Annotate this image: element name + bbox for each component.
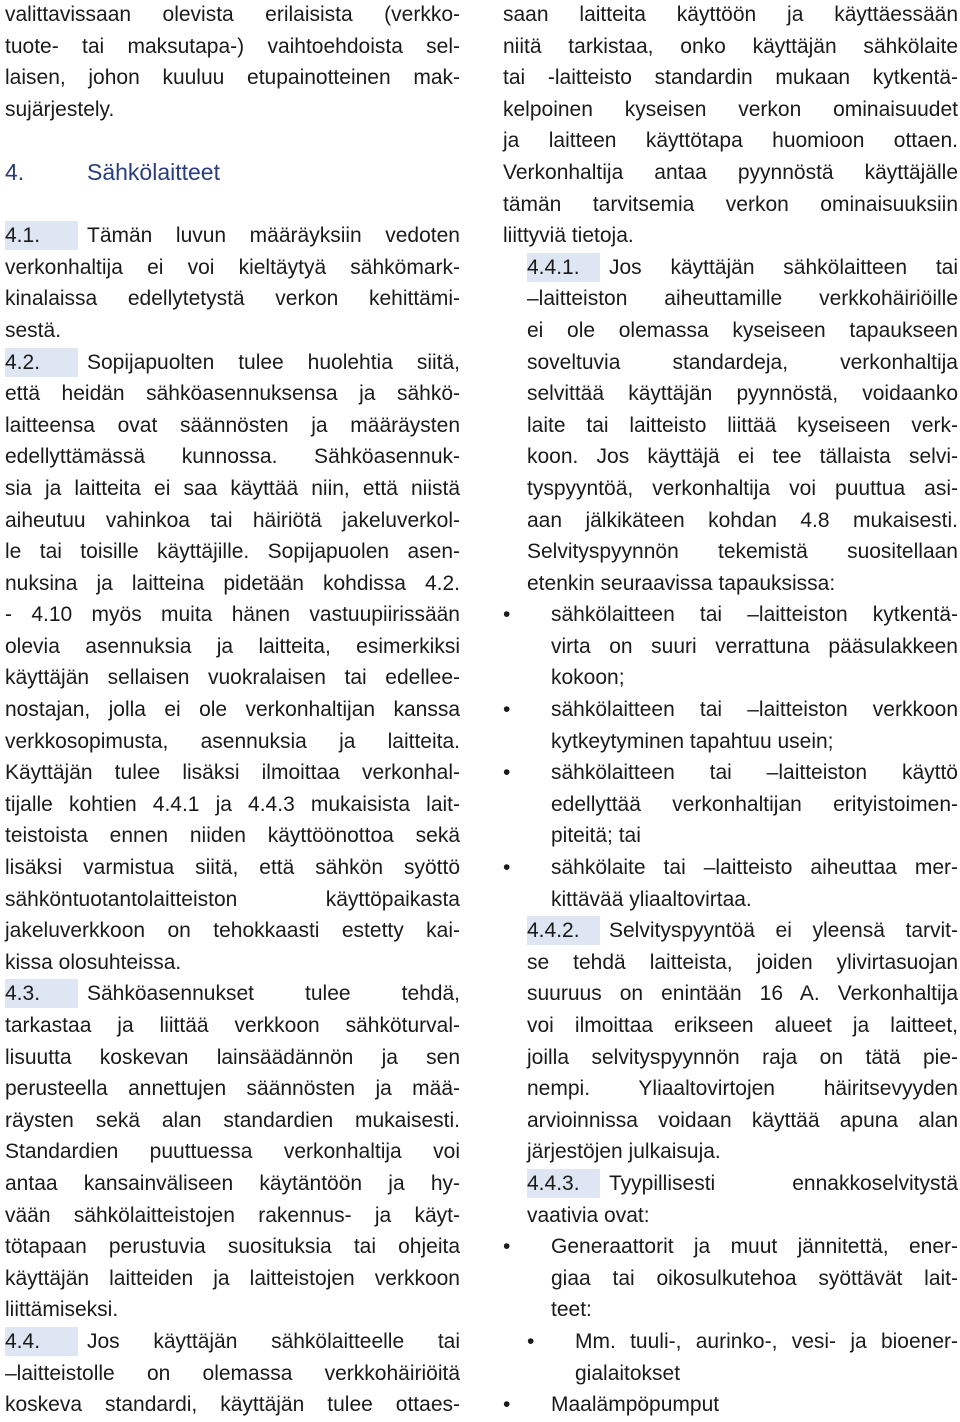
line-text: tai -laitteisto standardin mukaan kytkentä- [503,66,958,90]
left-text-column [5,0,460,1422]
line-text: tarkastaa ja liittää verkkoon sähköturval- [5,1014,460,1037]
line-text: sestä. [5,318,62,342]
line-text: Verkonhaltija antaa pyynnöstä käyttäjälle [503,160,958,184]
text-line [503,190,958,222]
section-number: 4.4.2. [527,916,600,945]
line-text: olevia asennuksia ja laitteita, esimerkiksi [5,634,460,658]
line-text: tuote- tai maksutapa-) vaihtoehdoista sel- [5,34,460,58]
line-text: –laitteiston aiheuttamille verkkohäiriöille [527,287,958,311]
text-line [503,948,958,980]
section-number: 4.4.1. [527,253,600,282]
text-line [5,95,460,127]
text-line [5,1390,460,1422]
line-text: aan jälkikäteen kohdan 4.8 mukaisesti. [527,508,958,532]
line-text: sujärjestely. [5,97,115,121]
text-line [5,790,460,822]
line-text: laite tai laitteisto liittää kyseiseen verk- [527,413,958,437]
text-line [5,379,460,411]
line-text: kokoon; [551,666,625,690]
line-text: liittyviä tietoja. [503,224,634,248]
line-text: valittavissaan olevista erilaisista (verkko- [5,3,460,26]
line-text: niitä tarkistaa, onko käyttäjän sähkölaite [503,34,958,58]
line-text: selvittää käyttäjän pyynnöstä, voidaanko [527,382,958,406]
text-line [5,663,460,695]
line-text: kittävää yliaaltovirtaa. [551,887,752,911]
line-text: teistoista ennen niiden käyttöönottoa sekä [5,824,460,848]
text-line [503,126,958,158]
text-line [503,284,958,316]
line-text: järjestöjen julkaisuja. [527,1140,721,1164]
line-text: räysten sekä alan standardien mukaisesti. [5,1108,460,1132]
text-line [5,916,460,948]
line-text: aiheutuu vahinkoa tai häiriötä jakeluverkol- [5,508,460,532]
line-text: giaa tai oikosulkutehoa syöttävät lait- [551,1266,958,1290]
line-text: nuksina ja laitteina pidetään kohdissa 4.2. [5,571,460,595]
line-text: edellyttää verkonhaltijan erityistoimen- [551,792,958,816]
bullet-list-item [503,1327,958,1359]
text-line [5,32,460,64]
bullet-list-item [503,1232,958,1264]
text-line [503,0,958,32]
line-text: Tämän luvun määräyksiin vedoten [87,224,460,248]
text-line [5,1264,460,1296]
line-text: tijalle kohtien 4.4.1 ja 4.4.3 mukaisista lait- [5,792,460,816]
line-text: sähköntuotantolaitteiston käyttöpaikasta [5,887,460,911]
text-line [5,695,460,727]
line-text: verkonhaltija ei voi kieltäytyä sähkömark- [5,255,460,279]
text-line [503,1295,958,1327]
line-text: että heidän sähköasennuksensa ja sähkö- [5,382,460,406]
text-line [5,1201,460,1233]
text-line [5,885,460,917]
bullet-list-item [503,695,958,727]
text-line [503,158,958,190]
line-text: joilla selvityspyynnön raja on tätä pie- [527,1045,958,1069]
text-line [503,221,958,253]
text-line [503,1106,958,1138]
text-line [503,885,958,917]
numbered-paragraph-line [5,221,460,253]
text-line [5,758,460,790]
line-text: kissa olosuhteissa. [5,950,182,974]
text-line [503,790,958,822]
line-text: suuruus on enintään 16 A. Verkonhaltija [527,982,958,1006]
text-line [5,948,460,980]
line-text: Sähköasennukset tulee tehdä, [87,982,460,1006]
line-text: antaa kansainväliseen käytäntöön ja hy- [5,1171,460,1195]
line-text: Selvityspyynnön tekemistä suositellaan [527,540,958,564]
line-text: verkkosopimusta, asennuksia ja laitteita. [5,729,460,753]
text-line [503,979,958,1011]
line-text: koon. Jos käyttäjä ei tee tällaista selvi- [527,445,958,469]
line-text: laitteensa ovat säännösten ja määräysten [5,413,460,437]
text-line [5,727,460,759]
line-text: sähkölaitteen tai –laitteiston verkkoon [551,698,958,722]
line-text: ei ole olemassa kyseiseen tapaukseen [527,318,958,342]
line-text: Generaattorit ja muut jännitettä, ener- [551,1235,958,1259]
text-line [5,1011,460,1043]
text-line [503,1043,958,1075]
text-line [503,821,958,853]
text-line [503,474,958,506]
text-line [5,600,460,632]
text-line [5,632,460,664]
text-line [5,1074,460,1106]
text-line [503,1264,958,1296]
text-line [503,95,958,127]
text-line [5,126,460,158]
line-text: kinalaissa edellytetystä verkon kehittämi- [5,287,460,311]
section-heading [5,158,460,190]
section-number: 4.4.3. [527,1169,600,1198]
line-text: virta on suuri verrattuna pääsulakkeen [551,634,958,658]
text-line [503,1011,958,1043]
text-line [5,569,460,601]
line-text: Jos käyttäjän sähkölaitteelle tai [87,1329,460,1353]
text-line [503,1074,958,1106]
text-line [5,1043,460,1075]
line-text: etenkin seuraavissa tapauksissa: [527,571,836,595]
numbered-paragraph-line [5,348,460,380]
text-line [503,569,958,601]
line-text: liittämiseksi. [5,1298,119,1322]
text-line [5,853,460,885]
line-text: Standardien puuttuessa verkonhaltija voi [5,1140,460,1164]
line-text: sähkölaite tai –laitteisto aiheuttaa mer- [551,856,958,880]
line-text: lisuutta koskevan lainsäädännön ja sen [5,1045,460,1069]
text-line [503,442,958,474]
section-heading-number: 4. [5,158,25,185]
text-line [5,506,460,538]
line-text: ja laitteen käyttötapa huomioon ottaen. [503,129,958,153]
line-text: vään sähkölaitteistojen rakennus- ja käyt- [5,1203,460,1227]
line-text: voi ilmoittaa erikseen alueet ja laitteet, [527,1014,958,1037]
line-text: nempi. Yliaaltovirtojen häiritsevyyden [527,1077,958,1101]
line-text: kytkeytyminen tapahtuu usein; [551,729,834,753]
line-text: vaativia ovat: [527,1203,650,1227]
text-line [5,0,460,32]
numbered-paragraph-line [5,1327,460,1359]
line-text: tyspyyntöä, verkonhaltija voi puuttua asi- [527,476,958,500]
text-line [503,506,958,538]
line-text: käyttäjän sellaisen vuokralaisen tai edellee- [5,666,460,690]
line-text: Tyypillisesti ennakkoselvitystä [609,1171,958,1195]
line-text: edellyttämässä kunnossa. Sähköasennuk- [5,445,460,469]
line-text: nostajan, jolla ei ole verkonhaltijan kanssa [5,698,460,722]
bullet-list-item [503,600,958,632]
text-line [503,348,958,380]
line-text: se tehdä laitteista, joiden ylivirtasuojan [527,950,958,974]
text-line [503,663,958,695]
bullet-list-item [503,758,958,790]
bullet-list-item [503,853,958,885]
text-line [503,632,958,664]
section-number: 4.2. [5,348,78,377]
text-line [5,537,460,569]
numbered-paragraph-line [503,1169,958,1201]
line-text: Mm. tuuli-, aurinko-, vesi- ja bioener- [575,1329,958,1353]
line-text: piteitä; tai [551,824,641,848]
section-heading-text: Sähkölaitteet [87,158,220,185]
line-text: laisen, johon kuuluu etupainotteinen mak- [5,66,460,90]
line-text: sähkölaitteen tai –laitteiston kytkentä- [551,603,958,627]
text-line [5,411,460,443]
section-number: 4.4. [5,1327,78,1356]
line-text: sähkölaitteen tai –laitteiston käyttö [551,761,958,785]
text-line [503,32,958,64]
text-line [5,190,460,222]
line-text: jakeluverkkoon on tehokkaasti estetty kai- [5,919,460,943]
text-line [503,316,958,348]
text-line [503,537,958,569]
line-text: Sopijapuolten tulee huolehtia siitä, [87,350,460,374]
text-line [5,1106,460,1138]
line-text: Käyttäjän tulee lisäksi ilmoittaa verkonhal- [5,761,460,785]
text-line [5,1169,460,1201]
text-line [5,253,460,285]
line-text: kelpoinen kyseisen verkon ominaisuudet [503,97,958,121]
text-line [5,1137,460,1169]
text-line [503,1137,958,1169]
bullet-list-item [503,1390,958,1422]
section-number: 4.3. [5,979,78,1008]
numbered-paragraph-line [503,253,958,285]
line-text: gialaitokset [575,1361,681,1385]
numbered-paragraph-line [503,916,958,948]
line-text: sia ja laitteita ei saa käyttää niin, että niistä [5,476,460,500]
line-text: - 4.10 myös muita hänen vastuupiirissään [5,603,460,627]
text-line [5,474,460,506]
text-line [503,1359,958,1391]
line-text: Selvityspyyntöä ei yleensä tarvit- [609,919,958,943]
line-text: käyttäjän laitteiden ja laitteistojen verkkoon [5,1266,460,1290]
line-text: tämän tarvitsemia verkon ominaisuuksiin [503,192,958,216]
line-text: –laitteistolle on olemassa verkkohäiriöitä [5,1361,460,1385]
line-text: Jos käyttäjän sähkölaitteen tai [609,255,958,279]
text-line [503,63,958,95]
text-line [5,821,460,853]
line-text: le tai toisille käyttäjille. Sopijapuolen asen- [5,540,460,564]
text-line [5,1232,460,1264]
text-line [503,411,958,443]
text-line [5,1295,460,1327]
text-line [503,379,958,411]
line-text: soveltuvia standardeja, verkonhaltija [527,350,958,374]
line-text: saan laitteita käyttöön ja käyttäessään [503,3,958,26]
line-text: lisäksi varmistua siitä, että sähkön syöttö [5,856,460,880]
text-line [5,1359,460,1391]
line-text: perusteella annettujen säännösten ja mää- [5,1077,460,1101]
text-line [503,1201,958,1233]
line-text: tötapaan perustuvia suosituksia tai ohjeita [5,1235,460,1259]
line-text: koskeva standardi, käyttäjän tulee ottaes- [5,1393,460,1417]
text-line [503,727,958,759]
text-line [5,316,460,348]
line-text: arvioinnissa voidaan käyttää apuna alan [527,1108,958,1132]
text-line [5,442,460,474]
text-line [5,63,460,95]
line-text: teet: [551,1298,592,1322]
text-line [5,284,460,316]
section-number: 4.1. [5,221,78,250]
line-text: Maalämpöpumput [551,1393,720,1417]
numbered-paragraph-line [5,979,460,1011]
right-text-column [503,0,958,1422]
